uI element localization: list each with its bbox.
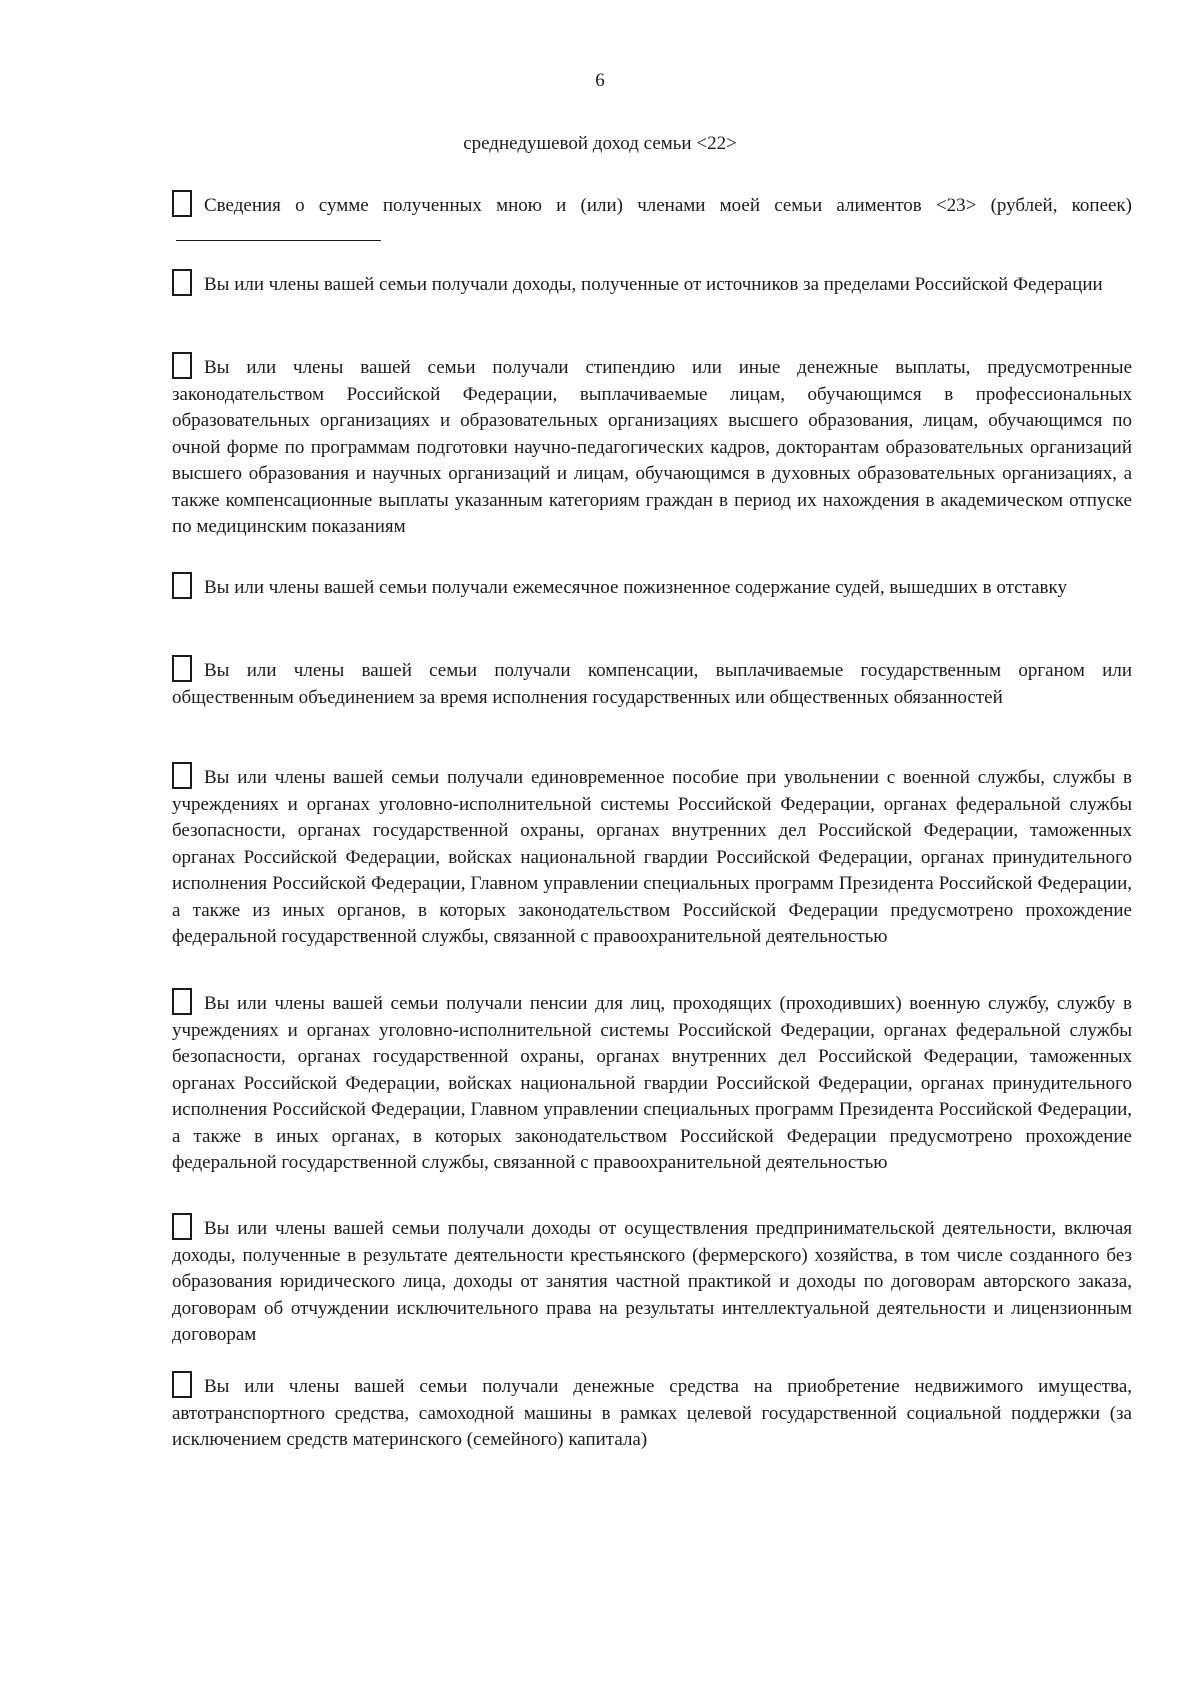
item-text: Вы или члены вашей семьи получали стипендию или иные денежные выплаты, предусмотренные законодательством Российской Федерации, выплачиваемые лицам, обучающимся в профессиональных образовательных организациях и образовательных организациях высшего образования, лицам, обучающимся по очной форме по программам подготовки научно-педагогических кадров, докторантам образовательных организаций высшего образования и научных организаций и лицам, обучающимся в духовных образовательных организациях, а также компенсационные выплаты указанным категориям граждан в период их нахождения в академическом отпуске по медицинским показаниям (172, 357, 1132, 537)
item-text: Вы или члены вашей семьи получали ежемесячное пожизненное содержание судей, вышедших в отставку (204, 577, 1067, 598)
item-alimony (172, 190, 1132, 246)
item-text: Вы или члены вашей семьи получали доходы от осуществления предпринимательской деятельности, включая доходы, полученные в результате деятельности крестьянского (фермерского) хозяйства, в том числе созданного без образования юридического лица, доходы от занятия частной практикой и доходы по договорам авторского заказа, договорам об отчуждении исключительного права на результаты интеллектуальной деятельности и лицензионным договорам (172, 1218, 1132, 1345)
pensions-checkbox[interactable] (172, 988, 192, 1015)
severance-checkbox[interactable] (172, 762, 192, 789)
item-pensions (172, 988, 1132, 1177)
targeted-support-checkbox[interactable] (172, 1371, 192, 1398)
item-compensation (172, 655, 1132, 711)
item-business-income (172, 1213, 1132, 1349)
item-text: Вы или члены вашей семьи получали доходы, полученные от источников за пределами Российской Федерации (204, 274, 1103, 295)
item-judges-allowance (172, 572, 1132, 602)
item-scholarship (172, 352, 1132, 541)
item-targeted-support (172, 1371, 1132, 1454)
foreign-income-checkbox[interactable] (172, 269, 192, 296)
item-text: Сведения о сумме полученных мною и (или) членами моей семьи алиментов <23> (рублей, копеек) (204, 195, 1132, 216)
section-subtitle: среднедушевой доход семьи <22> (463, 133, 737, 154)
item-foreign-income (172, 269, 1132, 299)
item-text: Вы или члены вашей семьи получали денежные средства на приобретение недвижимого имущества, автотранспортного средства, самоходной машины в рамках целевой государственной социальной поддержки (за исключением средств материнского (семейного) капитала) (172, 1376, 1132, 1450)
alimony-amount-field[interactable] (176, 222, 381, 241)
business-income-checkbox[interactable] (172, 1213, 192, 1240)
page-number: 6 (595, 70, 605, 91)
item-text: Вы или члены вашей семьи получали пенсии для лиц, проходящих (проходивших) военную службу, службу в учреждениях и органах уголовно-исполнительной системы Российской Федерации, органах федеральной службы безопасности, органах государственной охраны, органах внутренних дел Российской Федерации, таможенных органах Российской Федерации, войсках национальной гвардии Российской Федерации, органах принудительного исполнения Российской Федерации, Главном управлении специальных программ Президента Российской Федерации, а также в иных органах, в которых законодательством Российской Федерации предусмотрено прохождение федеральной государственной службы, связанной с правоохранительной деятельностью (172, 993, 1132, 1173)
judges-allowance-checkbox[interactable] (172, 572, 192, 599)
item-text: Вы или члены вашей семьи получали единовременное пособие при увольнении с военной службы, службы в учреждениях и органах уголовно-исполнительной системы Российской Федерации, органах федеральной службы безопасности, органах государственной охраны, органах внутренних дел Российской Федерации, таможенных органах Российской Федерации, войсках национальной гвардии Российской Федерации, органах принудительного исполнения Российской Федерации, Главном управлении специальных программ Президента Российской Федерации, а также из иных органов, в которых законодательством Российской Федерации предусмотрено прохождение федеральной государственной службы, связанной с правоохранительной деятельностью (172, 767, 1132, 947)
item-severance (172, 762, 1132, 951)
compensation-checkbox[interactable] (172, 655, 192, 682)
alimony-checkbox[interactable] (172, 190, 192, 217)
scholarship-checkbox[interactable] (172, 352, 192, 379)
item-text: Вы или члены вашей семьи получали компенсации, выплачиваемые государственным органом или общественным объединением за время исполнения государственных или общественных обязанностей (172, 660, 1132, 708)
